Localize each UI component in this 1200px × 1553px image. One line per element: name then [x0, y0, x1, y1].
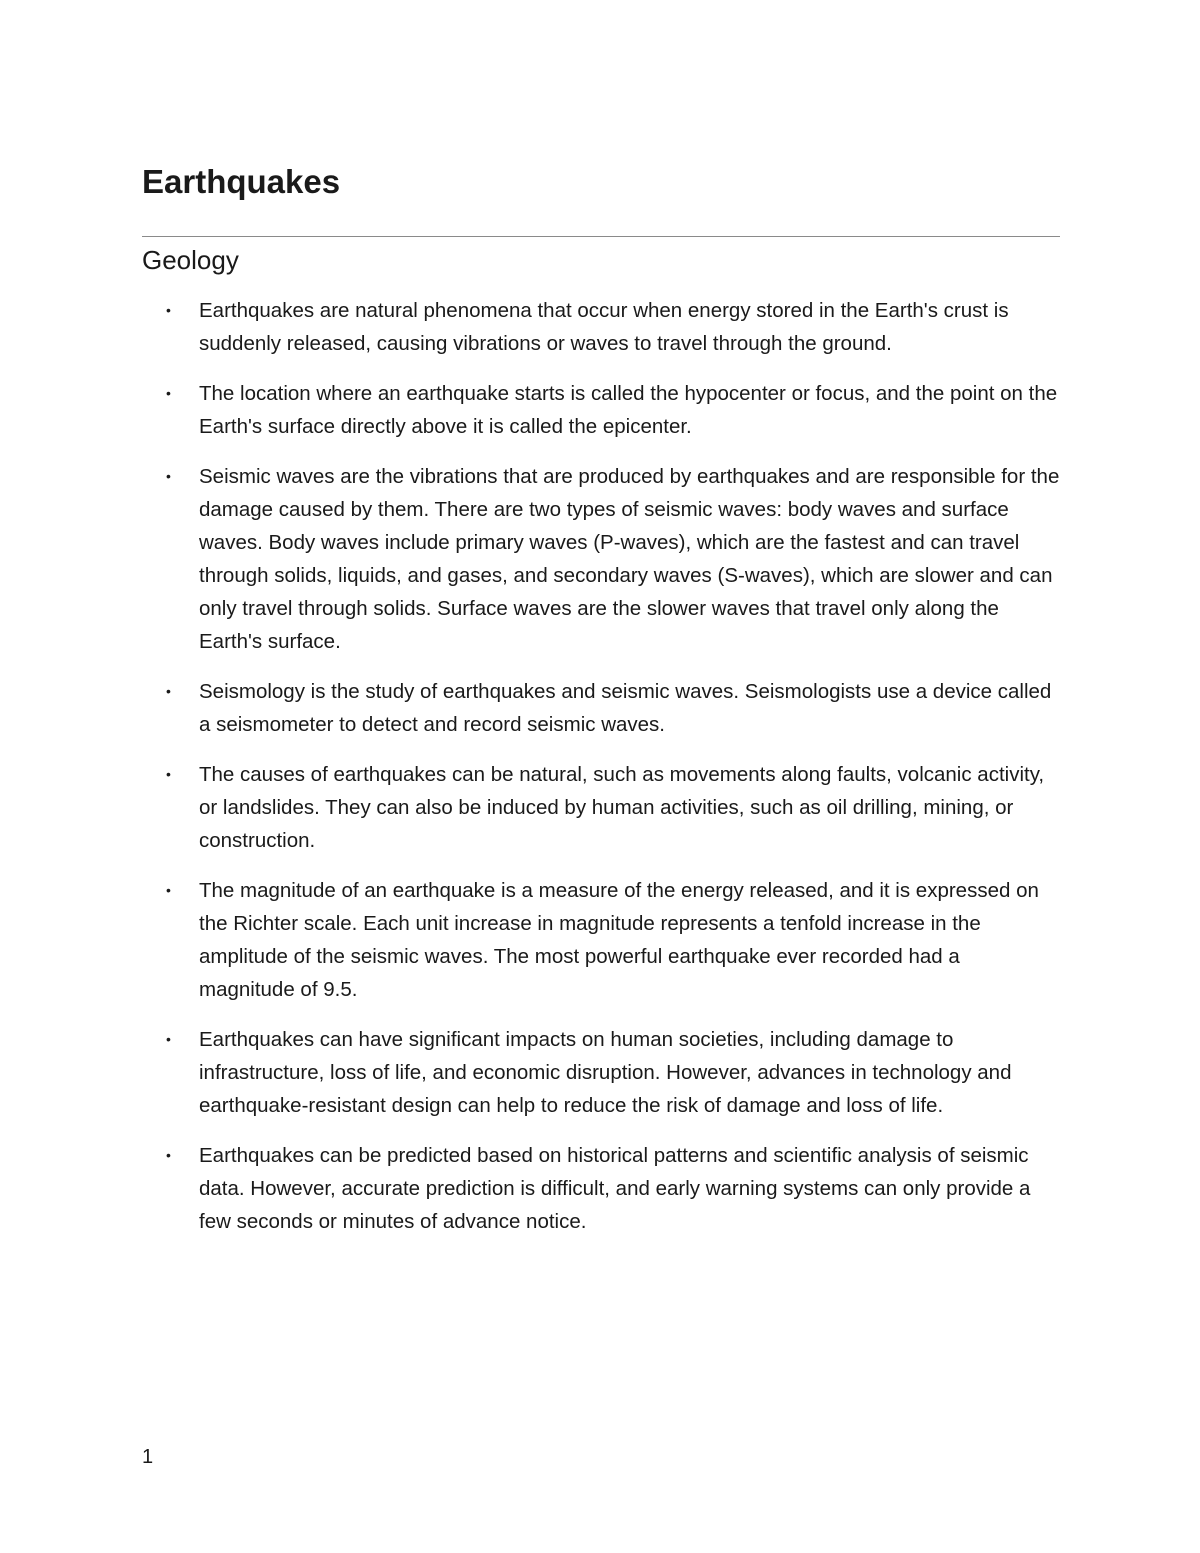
list-item-text: Earthquakes can have significant impacts on human societies, including damage to infrastructure, loss of life, and economic disruption. However, advances in technology and earthquake-resistant design can help to reduce the risk of damage and loss of life.: [199, 1028, 1012, 1117]
list-item-text: The magnitude of an earthquake is a measure of the energy released, and it is expressed on the Richter scale. Each unit increase in magnitude represents a tenfold increase in the amplitude of the seismic waves. The most powerful earthquake ever recorded had a magnitude of 9.5.: [199, 879, 1039, 1001]
list-item-text: Seismic waves are the vibrations that are produced by earthquakes and are responsible for the damage caused by them. There are two types of seismic waves: body waves and surface waves. Body waves include primary waves (P-waves), which are the fastest and can travel through solids, liquids, and gases, and secondary waves (S-waves), which are slower and can only travel through solids. Surface waves are the slower waves that travel only along the Earth's surface.: [199, 465, 1060, 653]
list-item-text: Earthquakes can be predicted based on historical patterns and scientific analysis of seismic data. However, accurate prediction is difficult, and early warning systems can only provide a few seconds or minutes of advance notice.: [199, 1144, 1031, 1233]
list-item: [0, 377, 1200, 443]
bullet-icon: •: [166, 385, 171, 401]
section-heading: Geology: [142, 245, 239, 275]
bullet-icon: •: [166, 766, 171, 782]
list-item-text: Seismology is the study of earthquakes and seismic waves. Seismologists use a device called a seismometer to detect and record seismic waves.: [199, 680, 1052, 736]
bullet-icon: •: [166, 302, 171, 318]
list-item: [0, 874, 1200, 1006]
bullet-icon: •: [166, 683, 171, 699]
list-item: [0, 294, 1200, 360]
list-item: [0, 675, 1200, 741]
list-item-text: The causes of earthquakes can be natural, such as movements along faults, volcanic activity, or landslides. They can also be induced by human activities, such as oil drilling, mining, or construction.: [199, 763, 1045, 852]
list-item-text: Earthquakes are natural phenomena that occur when energy stored in the Earth's crust is suddenly released, causing vibrations or waves to travel through the ground.: [199, 299, 1009, 355]
bullet-icon: •: [166, 882, 171, 898]
bullet-icon: •: [166, 468, 171, 484]
list-item: [0, 460, 1200, 658]
list-item: [0, 1139, 1200, 1238]
list-item-text: The location where an earthquake starts is called the hypocenter or focus, and the point on the Earth's surface directly above it is called the epicenter.: [199, 382, 1058, 438]
page-number: 1: [142, 1446, 154, 1468]
page-title: Earthquakes: [142, 163, 341, 200]
list-item: [0, 1023, 1200, 1122]
title-divider: [142, 236, 1060, 237]
bullet-icon: •: [166, 1147, 171, 1163]
bullet-list: [0, 294, 1200, 1255]
list-item: [0, 758, 1200, 857]
bullet-icon: •: [166, 1031, 171, 1047]
